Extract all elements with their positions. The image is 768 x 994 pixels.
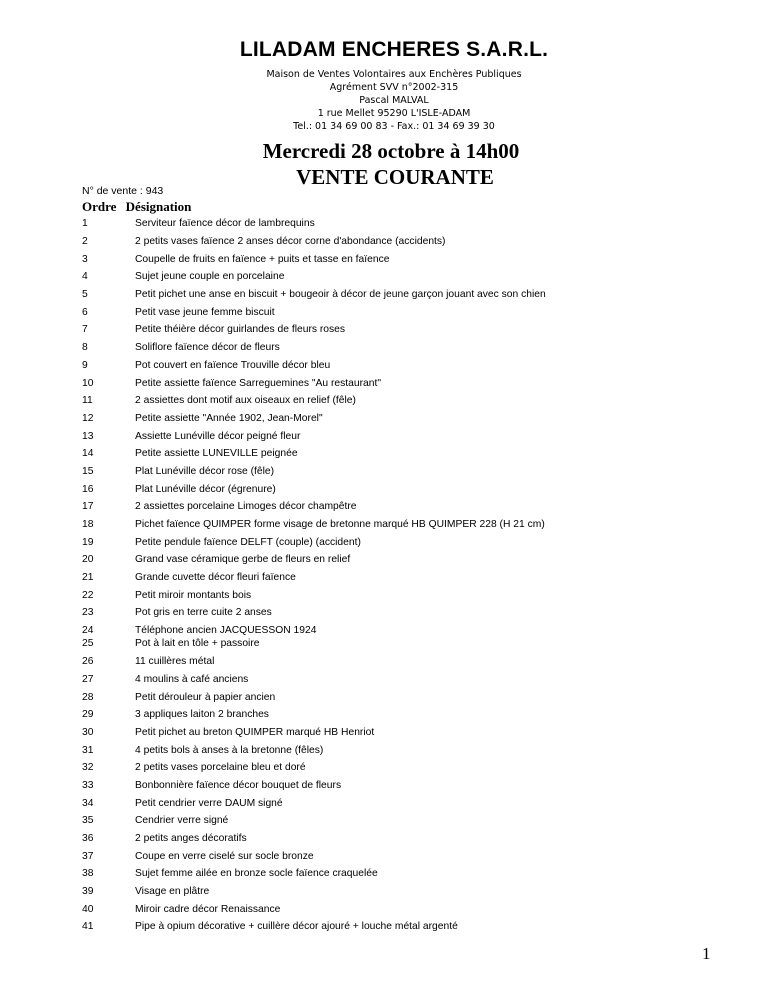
lot-designation: Petit vase jeune femme biscuit bbox=[135, 306, 275, 318]
lot-designation: Petit pichet une anse en biscuit + bougeoir à décor de jeune garçon jouant avec son chien bbox=[135, 289, 546, 301]
lot-row bbox=[82, 445, 722, 463]
column-order: Ordre bbox=[82, 199, 117, 214]
lot-designation: Pot couvert en faïence Trouville décor bleu bbox=[135, 359, 331, 371]
lot-row bbox=[82, 286, 722, 304]
lot-designation bbox=[135, 624, 722, 650]
lot-row bbox=[82, 268, 722, 286]
lot-number: 27 bbox=[82, 673, 94, 685]
lot-number: 18 bbox=[82, 519, 94, 531]
lot-designation: 3 appliques laiton 2 branches bbox=[135, 709, 269, 721]
lot-row bbox=[82, 830, 722, 848]
lot-number: 5 bbox=[82, 289, 88, 301]
lot-row bbox=[82, 250, 722, 268]
agrement-number: Agrément SVV n°2002-315 bbox=[329, 82, 459, 93]
lot-number bbox=[82, 624, 135, 650]
lot-number: 11 bbox=[82, 395, 93, 407]
lot-designation: Pipe à opium décorative + cuillère décor ajouré + louche métal argenté bbox=[135, 921, 458, 933]
lot-row bbox=[82, 622, 722, 653]
lot-row bbox=[82, 303, 722, 321]
lot-row bbox=[82, 498, 722, 516]
lot-designation: 11 cuillères métal bbox=[135, 656, 215, 668]
lot-row bbox=[82, 321, 722, 339]
lot-designation: Pichet faïence QUIMPER forme visage de bretonne marqué HB QUIMPER 228 (H 21 cm) bbox=[135, 519, 545, 531]
lot-number: 33 bbox=[82, 779, 94, 791]
lot-number: 35 bbox=[82, 815, 94, 827]
lot-designation: Soliflore faïence décor de fleurs bbox=[135, 342, 280, 354]
lot-designation: Grande cuvette décor fleuri faïence bbox=[135, 572, 296, 584]
lot-designation: 2 petits anges décoratifs bbox=[135, 833, 247, 845]
lot-number: 23 bbox=[82, 607, 94, 619]
sale-type: VENTE COURANTE bbox=[296, 165, 494, 189]
lot-designation: Assiette Lunéville décor peigné fleur bbox=[135, 430, 301, 442]
lot-number: 39 bbox=[82, 886, 94, 898]
lot-row bbox=[82, 812, 722, 830]
lot-number: 9 bbox=[82, 359, 88, 371]
lot-designation: Petit miroir montants bois bbox=[135, 589, 252, 601]
company-address: 1 rue Mellet 95290 L'ISLE-ADAM bbox=[317, 108, 471, 119]
lot-designation: Petite assiette LUNEVILLE peignée bbox=[135, 448, 298, 460]
lot-designation: Plat Lunéville décor rose (fêle) bbox=[135, 465, 275, 477]
lot-designation: Petite pendule faïence DELFT (couple) (accident) bbox=[135, 536, 361, 548]
lot-number: 10 bbox=[82, 377, 94, 389]
lot-number: 22 bbox=[82, 589, 94, 601]
lot-designation: Pot gris en terre cuite 2 anses bbox=[135, 607, 272, 619]
lot-designation: Serviteur faïence décor de lambrequins bbox=[135, 218, 315, 230]
lot-row bbox=[82, 724, 722, 742]
lot-list bbox=[82, 215, 722, 936]
lot-number: 32 bbox=[82, 762, 94, 774]
lot-row bbox=[82, 777, 722, 795]
lot-row bbox=[82, 374, 722, 392]
lot-number: 6 bbox=[82, 306, 88, 318]
lot-row bbox=[82, 865, 722, 883]
lot-number: 40 bbox=[82, 903, 94, 915]
lot-designation: Sujet jeune couple en porcelaine bbox=[135, 271, 285, 283]
company-contact: Tel.: 01 34 69 00 83 - Fax.: 01 34 69 39 30 bbox=[293, 121, 495, 132]
lot-row bbox=[82, 847, 722, 865]
sale-number: N° de vente : 943 bbox=[82, 185, 164, 197]
lot-designation: 2 petits vases porcelaine bleu et doré bbox=[135, 762, 306, 774]
lot-number: 29 bbox=[82, 709, 94, 721]
lot-designation: 2 assiettes porcelaine Limoges décor champêtre bbox=[135, 501, 357, 513]
lot-designation: Plat Lunéville décor (égrenure) bbox=[135, 483, 276, 495]
lot-row bbox=[82, 233, 722, 251]
lot-designation: 2 petits vases faïence 2 anses décor corne d'abondance (accidents) bbox=[135, 236, 446, 248]
lot-designation: Grand vase céramique gerbe de fleurs en relief bbox=[135, 554, 351, 566]
lot-number: 24 bbox=[82, 625, 94, 637]
lot-number: 15 bbox=[82, 465, 94, 477]
lot-row bbox=[82, 653, 722, 671]
lot-number: 16 bbox=[82, 483, 94, 495]
lot-designation: Petite assiette "Année 1902, Jean-Morel" bbox=[135, 412, 323, 424]
lot-designation: Miroir cadre décor Renaissance bbox=[135, 903, 281, 915]
lot-number: 31 bbox=[82, 744, 94, 756]
lot-row bbox=[82, 569, 722, 587]
lot-row bbox=[82, 794, 722, 812]
company-name: LILADAM ENCHERES S.A.R.L. bbox=[239, 38, 549, 61]
lot-designation: Visage en plâtre bbox=[135, 886, 210, 898]
lot-row bbox=[82, 900, 722, 918]
sale-date: Mercredi 28 octobre à 14h00 bbox=[262, 139, 520, 163]
lot-designation: Bonbonnière faïence décor bouquet de fleurs bbox=[135, 779, 342, 791]
lot-row bbox=[82, 688, 722, 706]
lot-designation: Petite assiette faïence Sarreguemines "Au restaurant" bbox=[135, 377, 381, 389]
lot-designation: 4 petits bols à anses à la bretonne (fêles) bbox=[135, 744, 324, 756]
column-designation: Désignation bbox=[125, 199, 192, 214]
company-subtitle: Maison de Ventes Volontaires aux Enchères Publiques bbox=[266, 69, 522, 80]
lot-row bbox=[82, 357, 722, 375]
lot-row bbox=[82, 427, 722, 445]
lot-number: 4 bbox=[82, 271, 88, 283]
lot-number: 37 bbox=[82, 850, 94, 862]
lot-number: 17 bbox=[82, 501, 94, 513]
lot-designation: Petite théière décor guirlandes de fleurs roses bbox=[135, 324, 346, 336]
lot-row bbox=[82, 883, 722, 901]
lot-row bbox=[82, 392, 722, 410]
lot-designation: Petit dérouleur à papier ancien bbox=[135, 691, 276, 703]
lot-designation: Petit pichet au breton QUIMPER marqué HB Henriot bbox=[135, 726, 375, 738]
lot-designation: Téléphone ancien JACQUESSON 1924 bbox=[135, 625, 317, 637]
lot-designation: 2 assiettes dont motif aux oiseaux en relief (fêle) bbox=[135, 395, 356, 407]
lot-row bbox=[82, 706, 722, 724]
lot-row bbox=[82, 516, 722, 534]
lot-number: 12 bbox=[82, 412, 94, 424]
lot-number: 8 bbox=[82, 342, 88, 354]
lot-row bbox=[82, 410, 722, 428]
lot-designation: 4 moulins à café anciens bbox=[135, 673, 249, 685]
lot-number: 30 bbox=[82, 726, 94, 738]
lot-designation: Coupe en verre ciselé sur socle bronze bbox=[135, 850, 314, 862]
auctioneer-name: Pascal MALVAL bbox=[359, 95, 429, 106]
lot-row bbox=[82, 586, 722, 604]
lot-row bbox=[82, 551, 722, 569]
lot-number: 41 bbox=[82, 921, 94, 933]
lot-designation: Petit cendrier verre DAUM signé bbox=[135, 797, 283, 809]
lot-row bbox=[82, 741, 722, 759]
column-headers bbox=[82, 199, 191, 215]
lot-number: 28 bbox=[82, 691, 94, 703]
lot-designation: Cendrier verre signé bbox=[135, 815, 229, 827]
lot-row bbox=[82, 604, 722, 622]
lot-number: 3 bbox=[82, 253, 88, 265]
lot-row bbox=[82, 480, 722, 498]
lot-number: 34 bbox=[82, 797, 94, 809]
lot-number: 20 bbox=[82, 554, 94, 566]
lot-row bbox=[82, 533, 722, 551]
lot-row bbox=[82, 671, 722, 689]
lot-designation: Sujet femme ailée en bronze socle faïence craquelée bbox=[135, 868, 378, 880]
lot-number: 7 bbox=[82, 324, 88, 336]
lot-number: 19 bbox=[82, 536, 94, 548]
lot-row bbox=[82, 215, 722, 233]
lot-number: 1 bbox=[82, 218, 88, 230]
lot-designation: Pot à lait en tôle + passoire bbox=[135, 638, 260, 650]
lot-number: 2 bbox=[82, 236, 88, 248]
lot-number: 38 bbox=[82, 868, 94, 880]
lot-row bbox=[82, 918, 722, 936]
lot-number: 14 bbox=[82, 448, 94, 460]
lot-row bbox=[82, 759, 722, 777]
lot-number: 36 bbox=[82, 833, 94, 845]
lot-number: 25 bbox=[82, 638, 94, 650]
lot-number: 26 bbox=[82, 656, 94, 668]
lot-number: 13 bbox=[82, 430, 94, 442]
lot-row bbox=[82, 463, 722, 481]
lot-designation: Coupelle de fruits en faïence + puits et tasse en faïence bbox=[135, 253, 390, 265]
document-header bbox=[0, 38, 768, 190]
lot-number: 21 bbox=[82, 572, 94, 584]
page-number: 1 bbox=[702, 944, 711, 963]
lot-row bbox=[82, 339, 722, 357]
